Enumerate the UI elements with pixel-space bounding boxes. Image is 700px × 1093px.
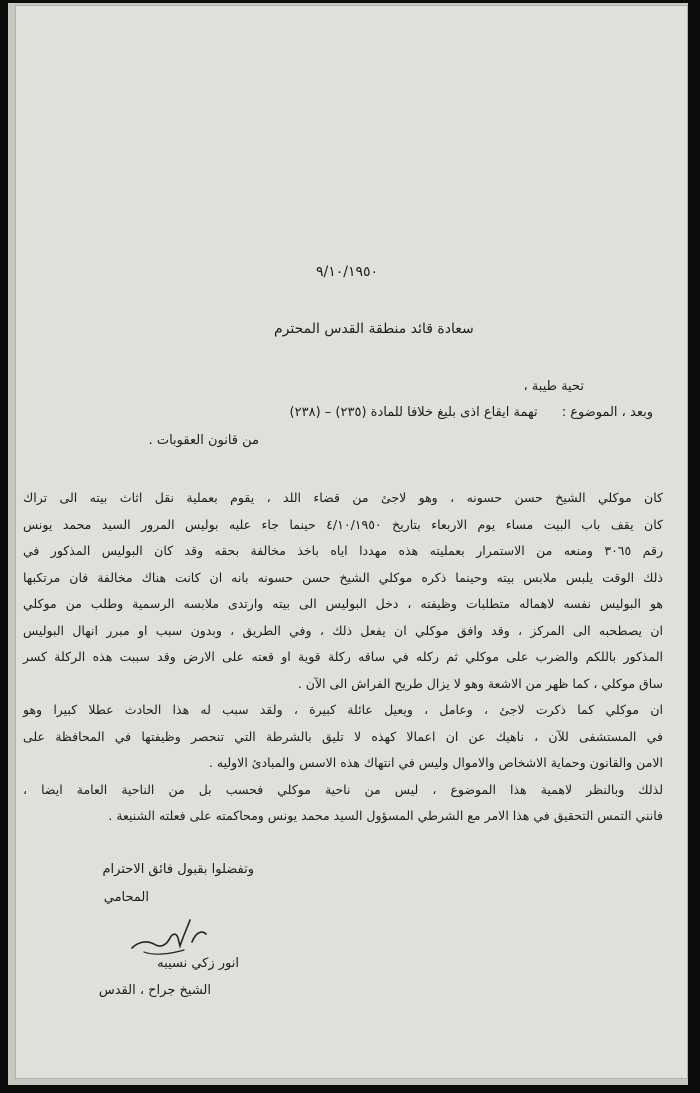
subject-continuation: من قانون العقوبات . <box>148 433 259 448</box>
scan-frame <box>8 3 688 1085</box>
body-line: ذلك الوقت يلبس ملابس بيته وحينما ذكره موكلي الشيخ حسن حسونه بانه ان كانت هناك مخالفة فان مرتكبها <box>23 569 663 585</box>
body-line: في المستشفى للآن ، ناهيك عن ان اعمالا كهذه لا تليق بالشرطة التي تنحصر وظيفتها في المحافظة على <box>23 728 663 744</box>
body-line: ان موكلي كما ذكرت لاجئ ، وعامل ، ويعيل عائلة كبيرة ، ولقد سبب له هذا الحادث عطلا كبيرا وهو <box>23 702 663 717</box>
letter-page <box>15 5 688 1079</box>
letter-document <box>16 6 689 1080</box>
letter-greeting: تحية طيبة ، <box>523 379 584 394</box>
body-line: رقم ٣٠٦٥ ومنعه من الاستمرار بعمليته هذه مهددا اياه باخذ مخالفة بحقه وقد كان البوليس المذكور في <box>23 543 663 558</box>
sender-name: انور زكي نسيبه <box>157 956 239 971</box>
letter-addressee: سعادة قائد منطقة القدس المحترم <box>274 321 474 337</box>
letter-subject <box>53 405 653 420</box>
body-line: كان موكلي الشيخ حسن حسونه ، وهو لاجئ من قضاء اللد ، يقوم بعملية نقل اثاث بيته الى تراك <box>23 490 663 505</box>
body-line: ان يصطحبه الى المركز ، وقد وافق موكلي ان يفعل ذلك ، وفي الطريق ، وبدون سبب او مبرر انهال البوليس <box>23 622 663 638</box>
body-line: كان يقف باب البيت مساء يوم الاربعاء بتاريخ ٤/١٠/١٩٥٠ حينما جاء عليه بوليس المرور السيد محمد يونس <box>23 516 663 532</box>
sender-title: المحامي <box>103 890 149 905</box>
body-line: الامن والقانون وحماية الاشخاص والاموال وليس في انتهاك هذه الاسس والمبادئ الاوليه . <box>208 755 663 770</box>
body-line: هو البوليس نفسه لاهماله متطلبات وظيفته ، دخل البوليس الى بيته وارتدى ملابسه الرسمية وطلب من موكلي <box>23 596 663 611</box>
letter-closing: وتفضلوا بقبول فائق الاحترام <box>102 862 254 877</box>
subject-label: وبعد ، الموضوع : <box>561 405 653 420</box>
body-line: ساق موكلي ، كما ظهر من الاشعة وهو لا يزال طريح الفراش الى الآن . <box>297 675 663 691</box>
signature <box>124 912 214 960</box>
sender-address: الشيخ جراح ، القدس <box>98 983 211 998</box>
subject-text: تهمة ايقاع اذى بليغ خلافا للمادة (٢٣٥) – (٢٣٨) <box>289 405 538 420</box>
body-line: لذلك وبالنظر لاهمية هذا الموضوع ، ليس من ناحية موكلي فحسب بل من الناحية العامة ايضا ، <box>23 781 663 797</box>
body-line: المذكور باللكم والضرب على موكلي ثم ركله في ساقه ركلة قوية او قعته على الارض وقد سببت هذه الركلة كسر <box>23 649 663 664</box>
letter-body <box>23 485 663 830</box>
body-line: فانني التمس التحقيق في هذا الامر مع الشرطي المسؤول السيد محمد يونس ومحاكمته على فعلته الشنيعة . <box>108 808 663 823</box>
letter-date: ٩/١٠/١٩٥٠ <box>316 264 379 280</box>
